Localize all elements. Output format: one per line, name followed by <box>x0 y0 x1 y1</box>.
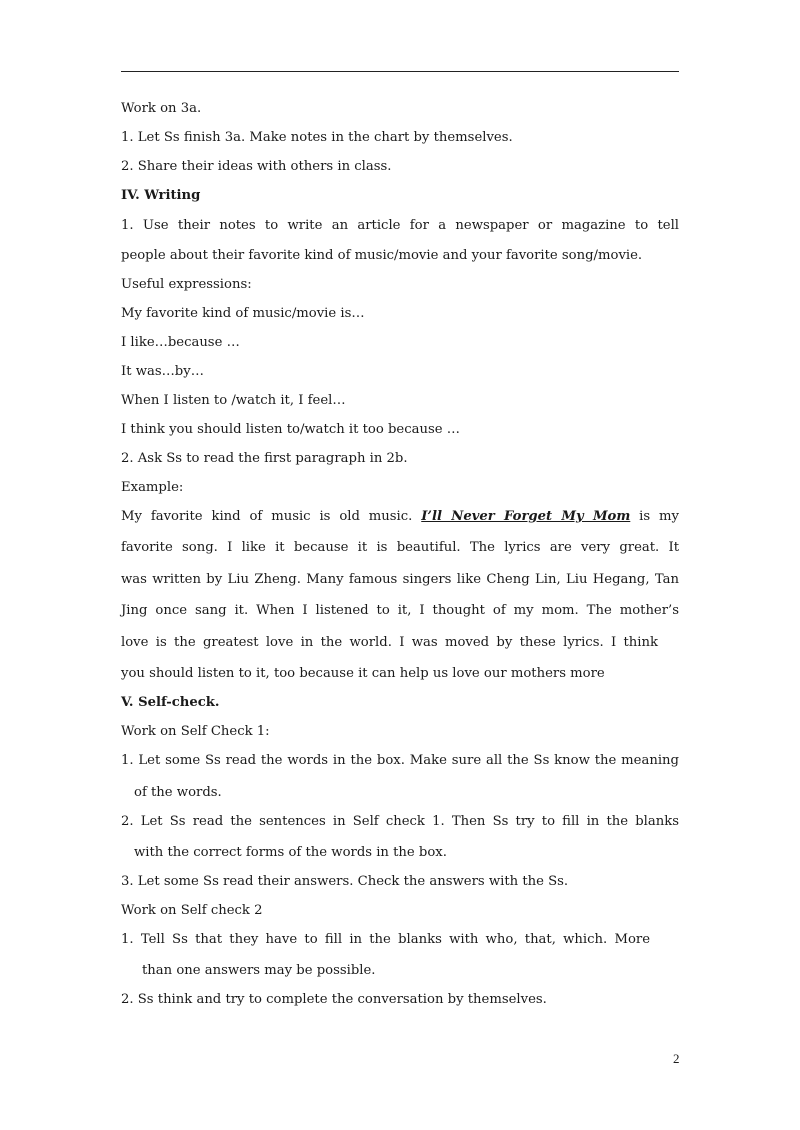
text-line: 3. Let some Ss read their answers. Check the answers with the Ss. <box>121 874 569 889</box>
text-line: When I listen to /watch it, I feel… <box>121 393 346 408</box>
text-line: 2. Let Ss read the sentences in Self check 1. Then Ss try to fill in the blanks <box>121 814 679 829</box>
text-line: favorite song. I like it because it is beautiful. The lyrics are very great. It <box>121 540 679 555</box>
section-heading-writing: IV. Writing <box>121 188 201 203</box>
text-line: 2. Ask Ss to read the first paragraph in 2b. <box>121 451 408 466</box>
text-line: Example: <box>121 480 184 495</box>
text-segment: My favorite kind of music is old music. <box>121 509 422 524</box>
text-line: Work on Self check 2 <box>121 903 263 918</box>
text-segment: is my <box>630 509 679 524</box>
text-line: Work on 3a. <box>121 101 202 116</box>
text-line: Jing once sang it. When I listened to it, I thought of my mom. The mother’s <box>121 603 679 618</box>
text-line: love is the greatest love in the world. I was moved by these lyrics. I think <box>121 635 658 650</box>
page-number: 2 <box>673 1051 680 1066</box>
text-line: 2. Ss think and try to complete the conversation by themselves. <box>121 992 547 1007</box>
text-line: 1. Let Ss finish 3a. Make notes in the chart by themselves. <box>121 130 513 145</box>
header-rule <box>121 71 679 72</box>
section-heading-self-check: V. Self-check. <box>121 695 220 710</box>
example-line <box>121 510 679 523</box>
text-line: 1. Tell Ss that they have to fill in the blanks with who, that, which. More <box>121 932 650 947</box>
text-line: of the words. <box>134 785 222 800</box>
text-line: My favorite kind of music/movie is… <box>121 306 365 321</box>
text-line: people about their favorite kind of music/movie and your favorite song/movie. <box>121 248 643 263</box>
text-line: was written by Liu Zheng. Many famous singers like Cheng Lin, Liu Hegang, Tan <box>121 572 679 587</box>
text-line: 1. Use their notes to write an article for a newspaper or magazine to tell <box>121 218 679 233</box>
text-line: Useful expressions: <box>121 277 252 292</box>
text-line: than one answers may be possible. <box>142 963 376 978</box>
text-line: I like…because … <box>121 335 240 350</box>
text-line: with the correct forms of the words in the box. <box>134 845 447 860</box>
text-line: I think you should listen to/watch it too because … <box>121 422 460 437</box>
song-title: I’ll Never Forget My Mom <box>421 509 631 524</box>
text-line: It was…by… <box>121 364 204 379</box>
text-line: you should listen to it, too because it can help us love our mothers more <box>121 666 605 681</box>
text-line: Work on Self Check 1: <box>121 724 270 739</box>
text-line: 2. Share their ideas with others in class. <box>121 159 392 174</box>
text-line: 1. Let some Ss read the words in the box. Make sure all the Ss know the meaning <box>121 753 679 768</box>
